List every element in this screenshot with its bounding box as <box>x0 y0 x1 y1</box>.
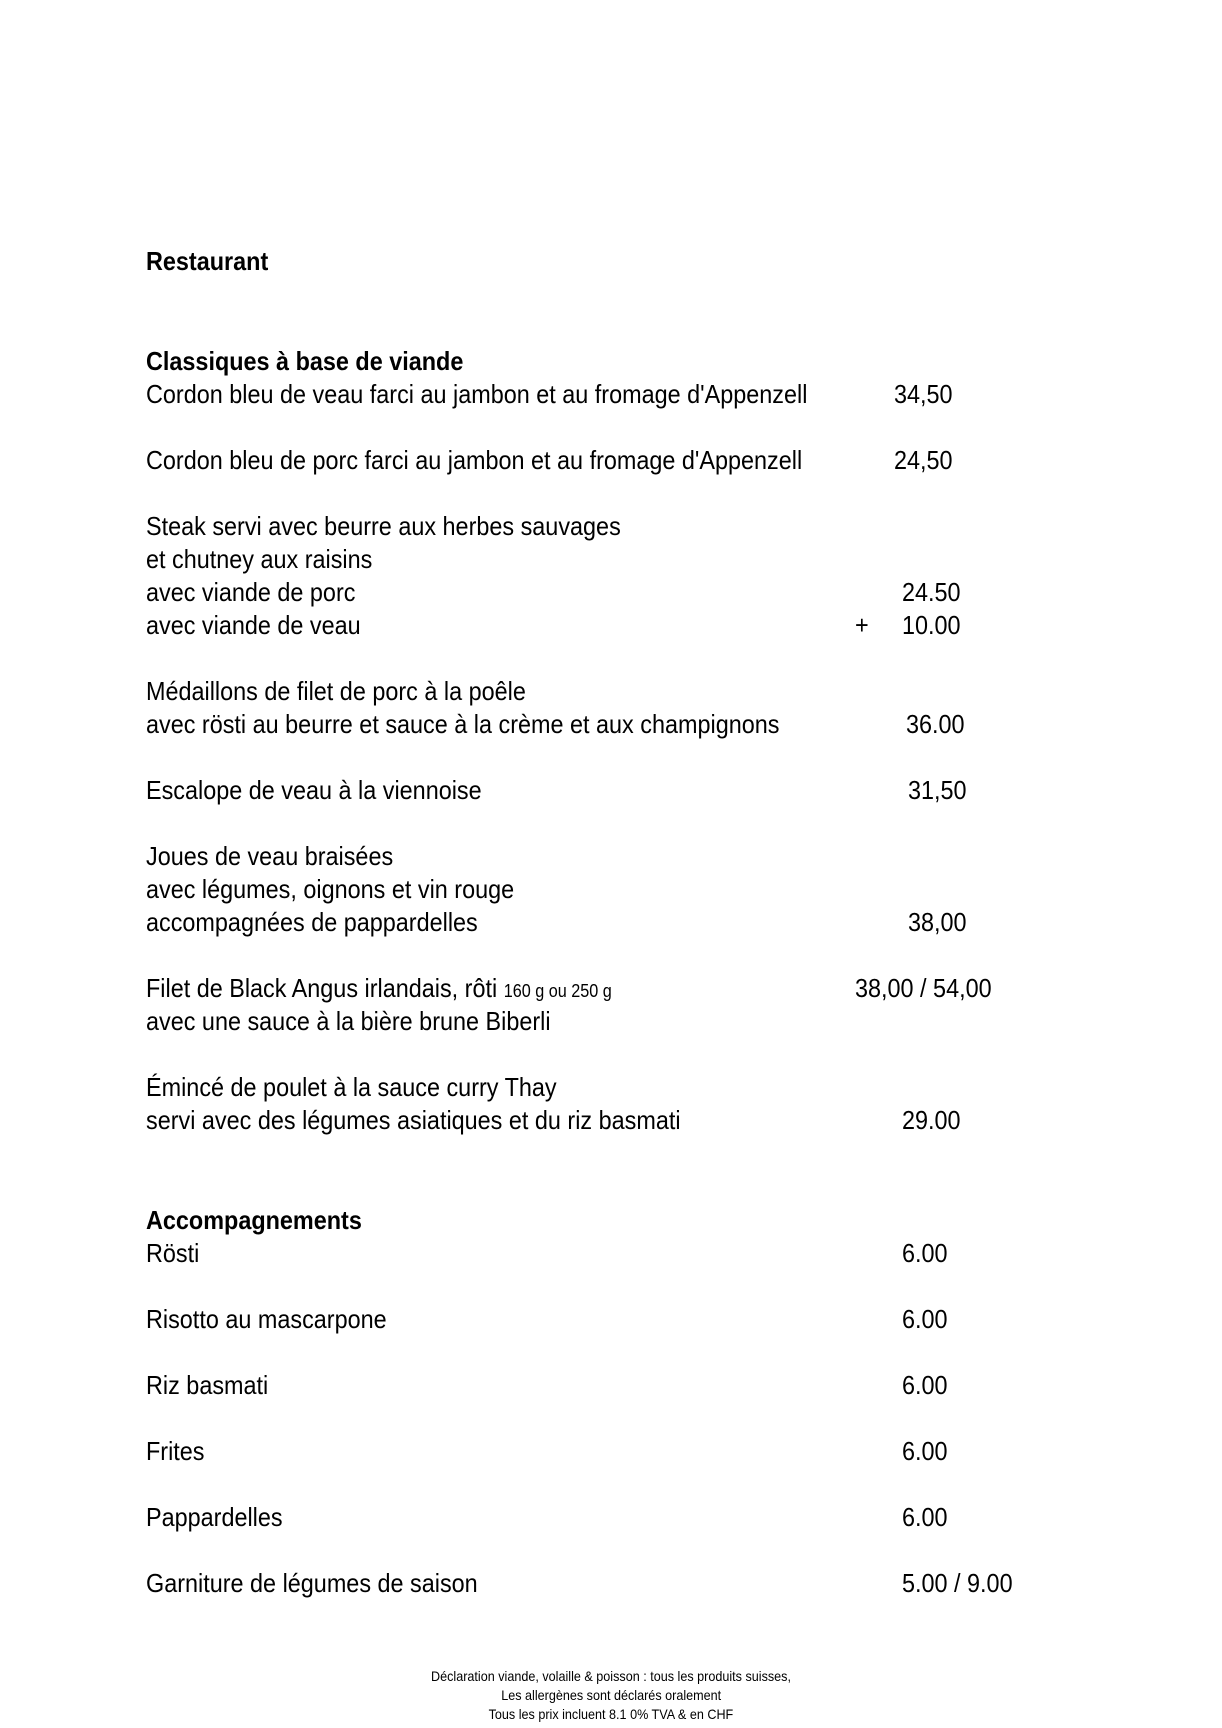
menu-item-label: avec viande de veau <box>146 610 361 640</box>
menu-item-label: avec légumes, oignons et vin rouge <box>146 874 515 904</box>
menu-item-price: 24.50 <box>902 577 961 607</box>
menu-item-label: Frites <box>146 1436 205 1466</box>
menu-item-price: 38,00 <box>908 907 967 937</box>
menu-item-price: 24,50 <box>894 445 953 475</box>
menu-item-label: Médaillons de filet de porc à la poêle <box>146 676 526 706</box>
menu-item-label: Rösti <box>146 1238 200 1268</box>
menu-item-prefix: + <box>855 610 869 640</box>
menu-item-price: 38,00 / 54,00 <box>855 973 992 1003</box>
menu-item-label: servi avec des légumes asiatiques et du riz basmati <box>146 1105 681 1135</box>
menu-item-price: 29.00 <box>902 1105 961 1135</box>
menu-item-label: et chutney aux raisins <box>146 544 373 574</box>
menu-item-label: avec viande de porc <box>146 577 356 607</box>
menu-item-label: Garniture de légumes de saison <box>146 1568 478 1598</box>
menu-item-label-text: Filet de Black Angus irlandais, rôti <box>146 973 498 1003</box>
menu-item-label: Cordon bleu de porc farci au jambon et au fromage d'Appenzell <box>146 445 803 475</box>
menu-item-label: Risotto au mascarpone <box>146 1304 387 1334</box>
menu-item-label: Steak servi avec beurre aux herbes sauvages <box>146 511 621 541</box>
menu-item-price: 10.00 <box>902 610 961 640</box>
menu-item-label: accompagnées de pappardelles <box>146 907 478 937</box>
menu-item-label: Émincé de poulet à la sauce curry Thay <box>146 1072 557 1102</box>
footer-note <box>0 1667 1222 1685</box>
section-heading-sides: Accompagnements <box>146 1205 362 1235</box>
menu-item-weight-note: 160 g ou 250 g <box>503 981 612 1001</box>
menu-item-price: 6.00 <box>902 1304 948 1334</box>
menu-item-label <box>146 972 612 1007</box>
menu-item-label: Riz basmati <box>146 1370 269 1400</box>
page-title: Restaurant <box>146 246 269 276</box>
footer-line: Tous les prix incluent 8.1 0% TVA & en CHF <box>488 1706 734 1722</box>
menu-item-label: Cordon bleu de veau farci au jambon et au fromage d'Appenzell <box>146 379 808 409</box>
menu-item-price: 6.00 <box>902 1238 948 1268</box>
footer-line: Déclaration viande, volaille & poisson : tous les produits suisses, <box>430 1668 791 1684</box>
menu-item-price: 5.00 / 9.00 <box>902 1568 1013 1598</box>
menu-item-label: Escalope de veau à la viennoise <box>146 775 482 805</box>
menu-item-label: avec une sauce à la bière brune Biberli <box>146 1006 551 1036</box>
footer-note <box>0 1705 1222 1723</box>
section-heading-meat: Classiques à base de viande <box>146 346 464 376</box>
menu-item-price: 34,50 <box>894 379 953 409</box>
menu-item-price: 36.00 <box>906 709 965 739</box>
menu-item-price: 6.00 <box>902 1370 948 1400</box>
footer-line: Les allergènes sont déclarés oralement <box>501 1687 721 1703</box>
menu-item-label: Joues de veau braisées <box>146 841 394 871</box>
menu-item-label: Pappardelles <box>146 1502 283 1532</box>
menu-item-price: 6.00 <box>902 1436 948 1466</box>
footer-note <box>0 1686 1222 1704</box>
menu-item-price: 6.00 <box>902 1502 948 1532</box>
menu-item-price: 31,50 <box>908 775 967 805</box>
menu-item-label: avec rösti au beurre et sauce à la crème et aux champignons <box>146 709 780 739</box>
